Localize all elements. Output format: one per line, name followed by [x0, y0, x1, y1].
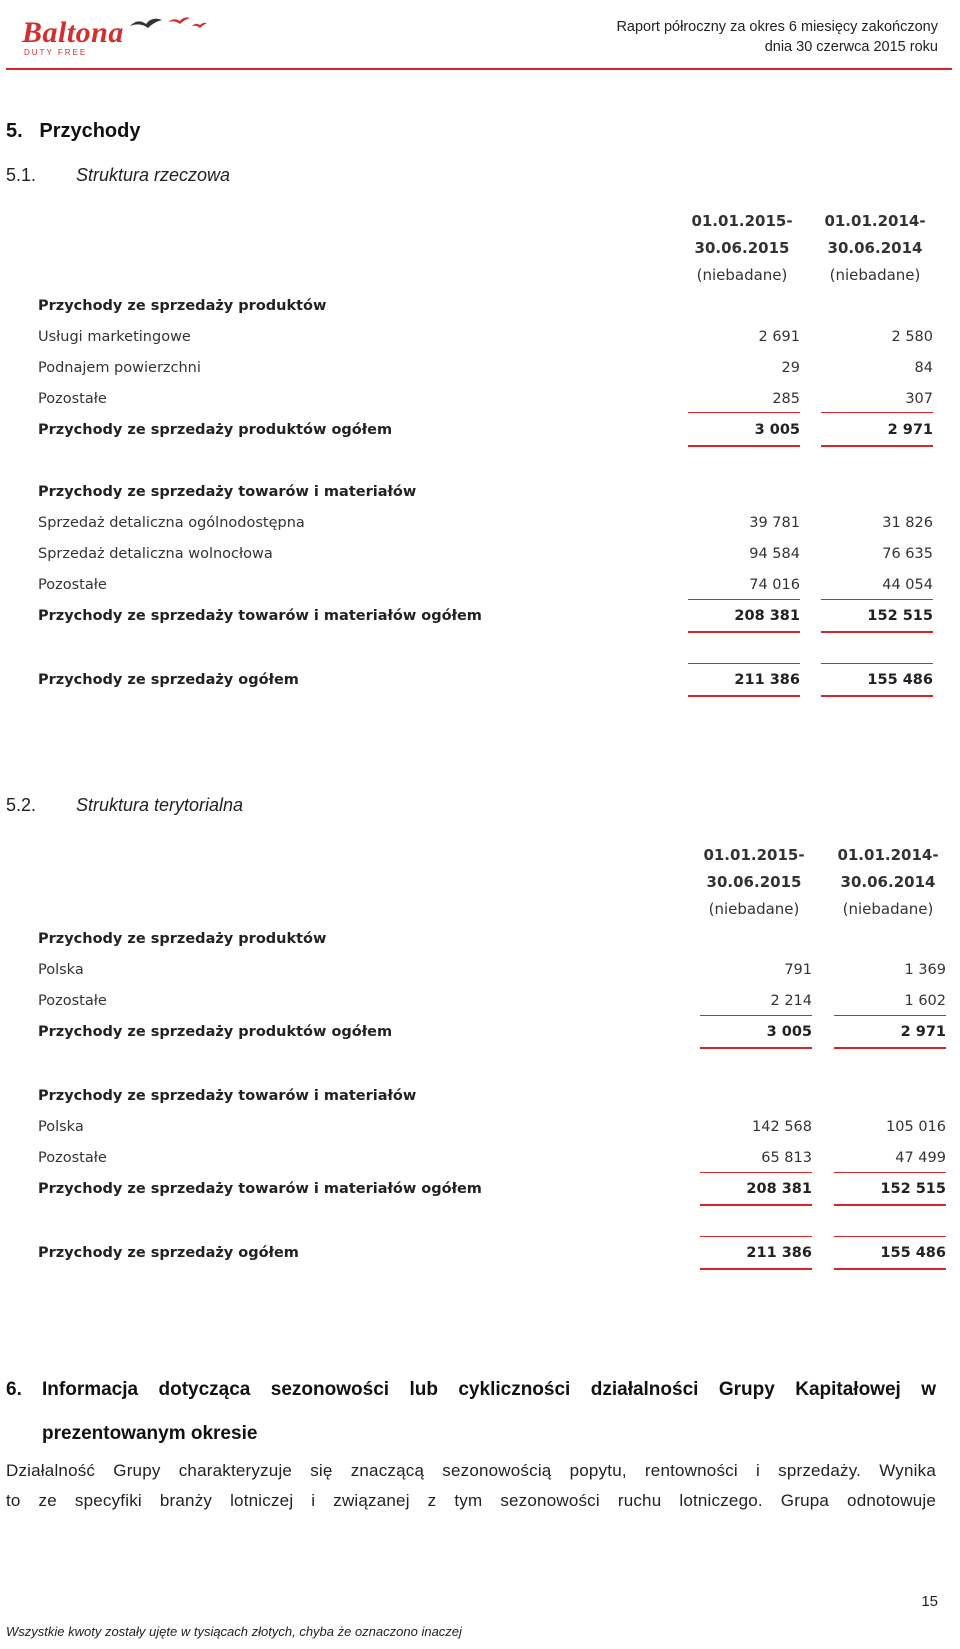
column-header [696, 842, 812, 923]
row-value: 155 486 [867, 672, 933, 688]
total-rule [688, 599, 800, 600]
column-period-end: 30.06.2014 [840, 873, 936, 891]
total-rule [688, 445, 800, 447]
row-label: Przychody ze sprzedaży towarów i materiałów ogółem [38, 608, 482, 624]
section-title: Informacja dotycząca sezonowości lub cykliczności działalności Grupy Kapitałowej w prezentowanym okresie [42, 1379, 936, 1444]
total-rule [834, 1015, 946, 1016]
row-value: 155 486 [880, 1245, 946, 1261]
total-rule [821, 599, 933, 600]
section-number: 6. [6, 1379, 22, 1400]
row-value: 208 381 [734, 608, 800, 624]
company-logo [16, 10, 206, 58]
total-rule [688, 412, 800, 413]
total-rule [700, 1172, 812, 1173]
row-value: 152 515 [867, 608, 933, 624]
column-period-start: 01.01.2015- [703, 846, 805, 864]
footer-note: Wszystkie kwoty zostały ujęte w tysiącach złotych, chyba że oznaczono inaczej [6, 1624, 462, 1639]
column-period-end: 30.06.2015 [694, 239, 790, 257]
logo-tagline: DUTY FREE [24, 48, 88, 57]
row-label: Usługi marketingowe [38, 329, 191, 345]
column-audit-note: (niebadane) [829, 266, 921, 284]
section-heading-seasonality [6, 1368, 936, 1456]
row-value: 2 691 [758, 329, 800, 345]
row-value: 2 971 [887, 422, 933, 438]
subsection-number: 5.1. [6, 165, 37, 185]
total-rule [700, 1204, 812, 1206]
row-value: 3 005 [754, 422, 800, 438]
row-value: 105 016 [886, 1119, 946, 1135]
total-rule [821, 631, 933, 633]
page-number: 15 [921, 1593, 938, 1610]
report-title [616, 17, 938, 57]
row-value: 94 584 [749, 546, 800, 562]
paragraph-line: Działalność Grupy charakteryzuje się znaczącą sezonowością popytu, rentowności i sprzedaży. Wynika [6, 1461, 936, 1480]
row-label: Przychody ze sprzedaży produktów ogółem [38, 422, 393, 438]
total-rule [821, 663, 933, 664]
row-label: Przychody ze sprzedaży produktów ogółem [38, 1024, 393, 1040]
total-rule [700, 1236, 812, 1237]
row-label: Sprzedaż detaliczna ogólnodostępna [38, 515, 305, 531]
subsection-heading-territorial-structure [6, 795, 243, 816]
row-label: Pozostałe [38, 391, 107, 407]
row-value: 2 214 [770, 993, 812, 1009]
total-rule [821, 695, 933, 697]
row-value: 211 386 [746, 1245, 812, 1261]
logo-wordmark: Baltona [22, 16, 124, 49]
total-rule [700, 1015, 812, 1016]
row-label: Przychody ze sprzedaży ogółem [38, 1245, 299, 1261]
row-label: Podnajem powierzchni [38, 360, 201, 376]
row-value: 142 568 [752, 1119, 812, 1135]
total-rule [834, 1236, 946, 1237]
row-label: Przychody ze sprzedaży towarów i materiałów [38, 484, 417, 500]
subsection-title: Struktura terytorialna [76, 795, 244, 815]
row-value: 47 499 [895, 1150, 946, 1166]
row-label: Przychody ze sprzedaży produktów [38, 931, 327, 947]
birds-icon [128, 12, 208, 36]
column-period-start: 01.01.2014- [824, 212, 926, 230]
row-value: 152 515 [880, 1181, 946, 1197]
total-rule [834, 1268, 946, 1270]
row-value: 3 005 [766, 1024, 812, 1040]
row-label: Przychody ze sprzedaży towarów i materiałów ogółem [38, 1181, 482, 1197]
row-value: 285 [772, 391, 800, 407]
total-rule [821, 445, 933, 447]
column-audit-note: (niebadane) [842, 900, 934, 918]
column-period-start: 01.01.2014- [837, 846, 939, 864]
row-label: Pozostałe [38, 1150, 107, 1166]
row-label: Przychody ze sprzedaży towarów i materiałów [38, 1088, 417, 1104]
row-value: 39 781 [749, 515, 800, 531]
row-label: Polska [38, 1119, 84, 1135]
column-header [684, 208, 800, 289]
row-value: 307 [905, 391, 933, 407]
row-label: Pozostałe [38, 993, 107, 1009]
paragraph-line: to ze specyfiki branży lotniczej i związanej z tym sezonowości ruchu lotniczego. Grupa odnotowuje [6, 1491, 936, 1510]
seasonality-paragraph [6, 1456, 936, 1516]
row-label: Pozostałe [38, 577, 107, 593]
row-label: Sprzedaż detaliczna wolnocłowa [38, 546, 273, 562]
total-rule [834, 1204, 946, 1206]
column-header [830, 842, 946, 923]
row-value: 31 826 [882, 515, 933, 531]
row-value: 791 [784, 962, 812, 978]
total-rule [688, 631, 800, 633]
total-rule [688, 663, 800, 664]
column-header [817, 208, 933, 289]
subsection-number: 5.2. [6, 795, 37, 815]
row-value: 74 016 [749, 577, 800, 593]
total-rule [688, 695, 800, 697]
total-rule [821, 412, 933, 413]
row-label: Polska [38, 962, 84, 978]
row-value: 44 054 [882, 577, 933, 593]
column-period-end: 30.06.2014 [827, 239, 923, 257]
row-value: 208 381 [746, 1181, 812, 1197]
column-period-end: 30.06.2015 [706, 873, 802, 891]
row-value: 211 386 [734, 672, 800, 688]
row-value: 2 971 [900, 1024, 946, 1040]
subsection-title: Struktura rzeczowa [76, 165, 231, 185]
header-divider [6, 68, 952, 70]
section-heading-revenues: 5. Przychody [6, 120, 141, 142]
total-rule [700, 1047, 812, 1049]
row-label: Przychody ze sprzedaży produktów [38, 298, 327, 314]
row-value: 1 369 [904, 962, 946, 978]
row-value: 65 813 [761, 1150, 812, 1166]
column-audit-note: (niebadane) [708, 900, 800, 918]
report-title-line1: Raport półroczny za okres 6 miesięcy zakończony [616, 19, 938, 35]
subsection-heading-material-structure [6, 165, 230, 186]
row-label: Przychody ze sprzedaży ogółem [38, 672, 299, 688]
row-value: 84 [914, 360, 933, 376]
total-rule [834, 1172, 946, 1173]
row-value: 1 602 [904, 993, 946, 1009]
column-period-start: 01.01.2015- [691, 212, 793, 230]
total-rule [834, 1047, 946, 1049]
row-value: 2 580 [891, 329, 933, 345]
report-title-line2: dnia 30 czerwca 2015 roku [764, 39, 938, 55]
row-value: 76 635 [882, 546, 933, 562]
column-audit-note: (niebadane) [696, 266, 788, 284]
total-rule [700, 1268, 812, 1270]
row-value: 29 [781, 360, 800, 376]
